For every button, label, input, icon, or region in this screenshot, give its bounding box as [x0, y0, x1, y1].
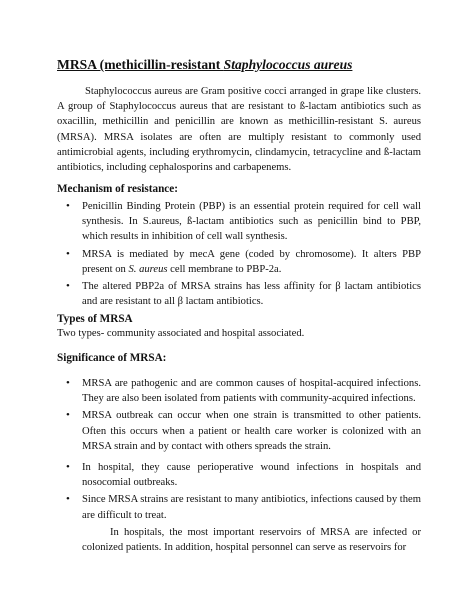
title-italic-text: Staphylococcus aureus: [223, 57, 353, 72]
types-text: Two types- community associated and hospital associated.: [57, 328, 305, 339]
list-item: [57, 279, 421, 309]
bullet-icon: •: [66, 461, 70, 474]
mechanism-heading: Mechanism of resistance:: [57, 183, 178, 195]
bullet-icon: •: [66, 493, 70, 506]
bullet-icon: •: [66, 247, 70, 260]
list-item: [57, 492, 421, 522]
bullet-icon: •: [66, 377, 70, 389]
bullet-icon: •: [66, 409, 70, 422]
significance-heading: Significance of MRSA:: [57, 352, 167, 364]
list-item: [57, 199, 421, 245]
title-text: MRSA (methicillin-resistant: [57, 57, 224, 72]
list-item-text: MRSA are pathogenic and are common causes of hospital-acquired infections. They are also been isolated from patients with community-acquired infections.: [82, 378, 421, 405]
list-item-text: cell membrane to PBP-2a.: [167, 263, 282, 275]
list-item-text: MRSA is mediated by mecA gene (coded by chromosome). It alters PBP present on: [82, 248, 421, 275]
list-item-text: MRSA outbreak can occur when one strain is transmitted to other patients. Often this occurs when a patient or health care worker is colonized with an MRSA strain and by contact with others spreads the strain.: [82, 410, 421, 452]
list-item-continuation: [57, 525, 421, 555]
types-heading: Types of MRSA: [57, 313, 133, 325]
list-item-text: Penicillin Binding Protein (PBP) is an essential protein required for cell wall synthesis. In S.aureus, ß-lactam antibiotics such as penicillin bind to PBP, which results in inhibition of cell wall synthesis.: [82, 201, 421, 243]
list-item: [57, 408, 421, 454]
bullet-icon: •: [66, 200, 70, 212]
bullet-icon: •: [66, 280, 70, 293]
significance-list: [57, 376, 421, 557]
list-item-text: In hospital, they cause perioperative wound infections in hospitals and nosocomial outbreaks.: [82, 462, 421, 489]
list-item-text: Since MRSA strains are resistant to many antibiotics, infections caused by them are difficult to treat.: [82, 494, 421, 521]
mechanism-list: [57, 199, 421, 311]
intro-paragraph: Staphylococcus aureus are Gram positive cocci arranged in grape like clusters. A group of Staphylococcus aureus that are resistant to ß-lactam antibiotics such as oxacillin, methicillin and penicillin are known as methicillin-resistant S. aureus (MRSA). MRSA isolates are often are multiply resistant to commonly used antimicrobial agents, including erythromycin, clindamycin, tetracycline and ß-lactam antibiotics, including cephalosporins and carbapenems.: [57, 86, 421, 174]
list-item: [57, 376, 421, 406]
list-item: [57, 247, 421, 277]
list-item-italic-text: S. aureus: [128, 263, 168, 275]
list-item-text: The altered PBP2a of MRSA strains has less affinity for β lactam antibiotics and are resistant to all β lactam antibiotics.: [82, 281, 421, 308]
list-item: [57, 460, 421, 490]
document-title: [57, 57, 352, 73]
list-item-text: In hospitals, the most important reservoirs of MRSA are infected or colonized patients. In addition, hospital personnel can serve as reservoirs for: [82, 526, 421, 554]
